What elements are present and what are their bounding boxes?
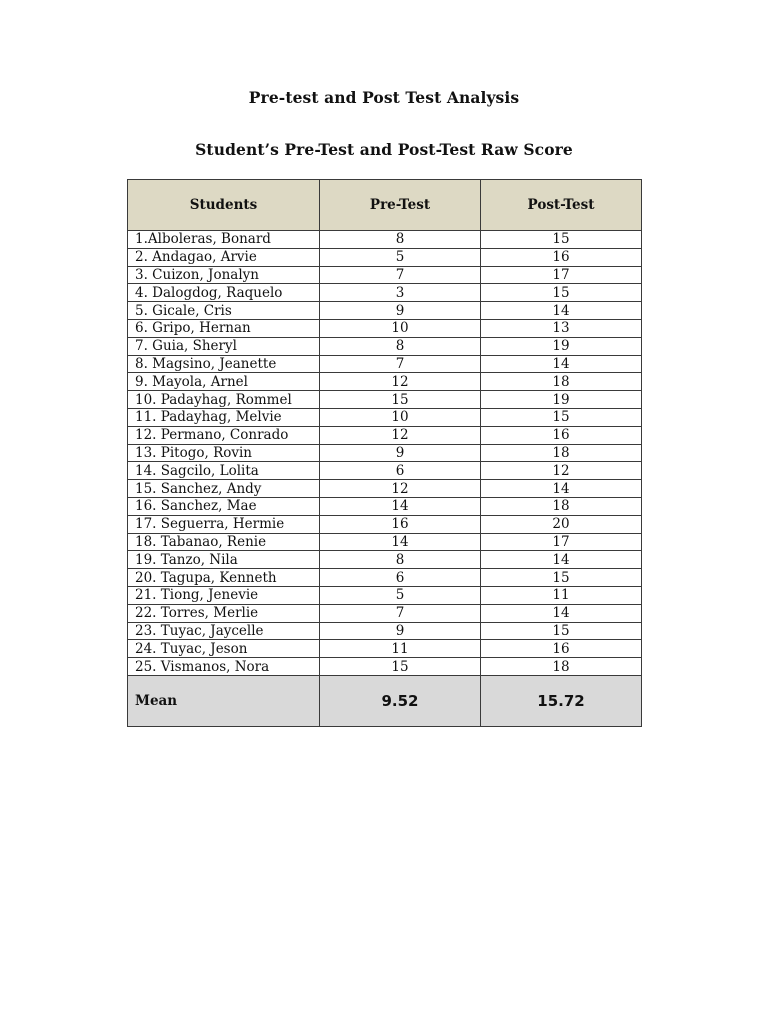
pre-test-score-cell: 8: [320, 337, 481, 355]
table-row: [128, 533, 642, 551]
pre-test-score-cell: 14: [320, 533, 481, 551]
post-test-score-cell: 12: [481, 462, 642, 480]
pre-test-score-cell: 6: [320, 569, 481, 587]
mean-row: [128, 675, 642, 726]
post-test-score-cell: 16: [481, 426, 642, 444]
table-title: Student’s Pre-Test and Post-Test Raw Score: [195, 140, 573, 159]
pre-test-score-cell: 6: [320, 462, 481, 480]
student-name-cell: 17. Seguerra, Hermie: [128, 515, 320, 533]
column-header-post-test: Post-Test: [481, 180, 642, 231]
table-row: [128, 497, 642, 515]
student-name-cell: 8. Magsino, Jeanette: [128, 355, 320, 373]
student-name-cell: 22. Torres, Merlie: [128, 604, 320, 622]
table-row: [128, 569, 642, 587]
pre-test-score-cell: 12: [320, 373, 481, 391]
post-test-score-cell: 18: [481, 497, 642, 515]
post-test-score-cell: 17: [481, 266, 642, 284]
pre-test-score-cell: 14: [320, 497, 481, 515]
post-test-score-cell: 13: [481, 319, 642, 337]
student-name-cell: 12. Permano, Conrado: [128, 426, 320, 444]
table-row: [128, 622, 642, 640]
pre-test-score-cell: 10: [320, 319, 481, 337]
student-name-cell: 6. Gripo, Hernan: [128, 319, 320, 337]
post-test-score-cell: 15: [481, 284, 642, 302]
post-test-score-cell: 11: [481, 586, 642, 604]
post-test-score-cell: 18: [481, 658, 642, 676]
post-test-score-cell: 16: [481, 640, 642, 658]
pre-test-score-cell: 9: [320, 302, 481, 320]
table-row: [128, 302, 642, 320]
table-row: [128, 586, 642, 604]
post-test-score-cell: 14: [481, 355, 642, 373]
table-row: [128, 284, 642, 302]
student-name-cell: 1.Alboleras, Bonard: [128, 231, 320, 249]
scores-table: [127, 179, 642, 727]
post-test-mean: 15.72: [481, 675, 642, 726]
student-name-cell: 23. Tuyac, Jaycelle: [128, 622, 320, 640]
student-name-cell: 20. Tagupa, Kenneth: [128, 569, 320, 587]
table-header-row: [128, 180, 642, 231]
pre-test-score-cell: 7: [320, 266, 481, 284]
table-row: [128, 391, 642, 409]
post-test-score-cell: 15: [481, 231, 642, 249]
table-row: [128, 319, 642, 337]
post-test-score-cell: 15: [481, 408, 642, 426]
post-test-score-cell: 18: [481, 373, 642, 391]
pre-test-score-cell: 8: [320, 551, 481, 569]
student-name-cell: 2. Andagao, Arvie: [128, 248, 320, 266]
table-row: [128, 604, 642, 622]
table-row: [128, 551, 642, 569]
table-row: [128, 515, 642, 533]
pre-test-score-cell: 3: [320, 284, 481, 302]
pre-test-score-cell: 8: [320, 231, 481, 249]
pre-test-score-cell: 9: [320, 444, 481, 462]
student-name-cell: 19. Tanzo, Nila: [128, 551, 320, 569]
pre-test-score-cell: 7: [320, 604, 481, 622]
student-name-cell: 15. Sanchez, Andy: [128, 480, 320, 498]
student-name-cell: 5. Gicale, Cris: [128, 302, 320, 320]
pre-test-score-cell: 12: [320, 480, 481, 498]
table-row: [128, 658, 642, 676]
table-row: [128, 462, 642, 480]
table-body: [128, 231, 642, 676]
post-test-score-cell: 19: [481, 391, 642, 409]
student-name-cell: 16. Sanchez, Mae: [128, 497, 320, 515]
pre-test-score-cell: 16: [320, 515, 481, 533]
post-test-score-cell: 15: [481, 622, 642, 640]
pre-test-score-cell: 15: [320, 391, 481, 409]
post-test-score-cell: 15: [481, 569, 642, 587]
student-name-cell: 7. Guia, Sheryl: [128, 337, 320, 355]
table-row: [128, 231, 642, 249]
table-row: [128, 248, 642, 266]
column-header-pre-test: Pre-Test: [320, 180, 481, 231]
post-test-score-cell: 19: [481, 337, 642, 355]
mean-label: Mean: [128, 675, 320, 726]
table-row: [128, 426, 642, 444]
pre-test-score-cell: 5: [320, 586, 481, 604]
student-name-cell: 24. Tuyac, Jeson: [128, 640, 320, 658]
student-name-cell: 3. Cuizon, Jonalyn: [128, 266, 320, 284]
table-row: [128, 373, 642, 391]
student-name-cell: 11. Padayhag, Melvie: [128, 408, 320, 426]
post-test-score-cell: 18: [481, 444, 642, 462]
post-test-score-cell: 14: [481, 604, 642, 622]
student-name-cell: 4. Dalogdog, Raquelo: [128, 284, 320, 302]
student-name-cell: 25. Vismanos, Nora: [128, 658, 320, 676]
post-test-score-cell: 14: [481, 302, 642, 320]
table-row: [128, 640, 642, 658]
student-name-cell: 14. Sagcilo, Lolita: [128, 462, 320, 480]
post-test-score-cell: 14: [481, 551, 642, 569]
student-name-cell: 21. Tiong, Jenevie: [128, 586, 320, 604]
document-title: Pre-test and Post Test Analysis: [248, 88, 520, 107]
pre-test-score-cell: 11: [320, 640, 481, 658]
pre-test-mean: 9.52: [320, 675, 481, 726]
pre-test-score-cell: 15: [320, 658, 481, 676]
post-test-score-cell: 20: [481, 515, 642, 533]
table-row: [128, 408, 642, 426]
pre-test-score-cell: 7: [320, 355, 481, 373]
pre-test-score-cell: 10: [320, 408, 481, 426]
table-row: [128, 480, 642, 498]
student-name-cell: 10. Padayhag, Rommel: [128, 391, 320, 409]
post-test-score-cell: 16: [481, 248, 642, 266]
pre-test-score-cell: 12: [320, 426, 481, 444]
post-test-score-cell: 14: [481, 480, 642, 498]
student-name-cell: 18. Tabanao, Renie: [128, 533, 320, 551]
pre-test-score-cell: 9: [320, 622, 481, 640]
post-test-score-cell: 17: [481, 533, 642, 551]
table-row: [128, 337, 642, 355]
column-header-students: Students: [128, 180, 320, 231]
table-row: [128, 266, 642, 284]
table-row: [128, 444, 642, 462]
pre-test-score-cell: 5: [320, 248, 481, 266]
student-name-cell: 9. Mayola, Arnel: [128, 373, 320, 391]
table-row: [128, 355, 642, 373]
student-name-cell: 13. Pitogo, Rovin: [128, 444, 320, 462]
